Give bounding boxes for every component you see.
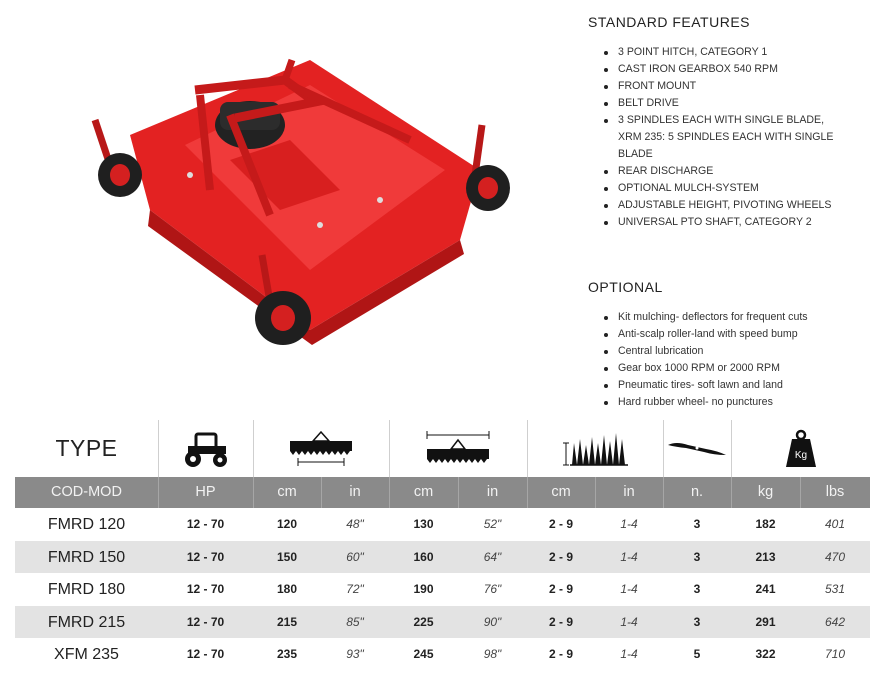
cell-ow-cm: 130: [413, 517, 434, 531]
cell-h-cm: 2 - 9: [548, 614, 573, 629]
feature-item: [602, 112, 878, 163]
feature-item-line: XRM 235: 5 SPINDLES EACH WITH SINGLE: [618, 131, 834, 143]
table-row: [15, 573, 870, 606]
spec-table: [15, 420, 870, 671]
header-hp: HP: [195, 484, 216, 500]
header-overall-width-cm: cm: [413, 484, 434, 500]
cell-cw-cm: 215: [276, 614, 298, 629]
feature-item-line: BLADE: [618, 148, 653, 160]
cell-cw-in: 93": [346, 647, 364, 662]
cell-lbs: 401: [824, 517, 846, 531]
cell-kg: 291: [755, 614, 776, 629]
cell-model: FMRD 215: [47, 613, 126, 631]
header-height-cm: cm: [551, 484, 571, 500]
feature-item: OPTIONAL MULCH-SYSTEM: [602, 180, 878, 197]
feature-item: ADJUSTABLE HEIGHT, PIVOTING WHEELS: [602, 197, 878, 214]
cell-cw-in: 60": [346, 549, 364, 564]
cell-ow-in: 64": [483, 549, 502, 564]
type-label: TYPE: [55, 435, 118, 461]
cell-lbs: 710: [824, 647, 846, 662]
feature-item: BELT DRIVE: [602, 95, 878, 112]
weight-icon: [731, 420, 870, 477]
standard-features-title: STANDARD FEATURES: [588, 14, 750, 30]
overall-width-icon: [389, 420, 527, 477]
cell-ow-in: 76": [483, 582, 502, 597]
tractor-icon: [158, 420, 253, 477]
header-cod-mod: COD-MOD: [51, 484, 122, 500]
cell-ow-cm: 190: [413, 582, 434, 597]
cell-cw-in: 85": [346, 614, 364, 629]
feature-item: REAR DISCHARGE: [602, 163, 878, 180]
cell-h-in: 1-4: [620, 647, 638, 662]
cell-kg: 322: [755, 647, 776, 662]
header-cutting-width-in: in: [349, 484, 361, 500]
header-height-in: in: [623, 484, 635, 500]
header-overall-width-in: in: [486, 484, 499, 500]
cell-cw-in: 72": [346, 582, 364, 597]
cell-model: FMRD 180: [47, 581, 126, 599]
type-cell: [15, 420, 158, 477]
cell-hp: 12 - 70: [186, 582, 225, 597]
cell-ow-cm: 225: [413, 614, 434, 629]
optional-item: Anti-scalp roller-land with speed bump: [602, 326, 878, 343]
cell-model: XFM 235: [54, 646, 119, 664]
cell-cw-cm: 120: [276, 517, 298, 531]
header-kg: kg: [757, 484, 774, 500]
weight-icon-label: Kg: [794, 449, 807, 461]
cell-h-cm: 2 - 9: [548, 517, 573, 531]
cell-kg: 182: [755, 517, 776, 531]
cell-h-cm: 2 - 9: [548, 549, 573, 564]
optional-item: Hard rubber wheel- no punctures: [602, 394, 878, 411]
optional-section: [588, 279, 878, 411]
feature-item: CAST IRON GEARBOX 540 RPM: [602, 61, 878, 78]
cell-ow-in: 52": [483, 517, 502, 531]
cell-blades: 3: [693, 549, 701, 564]
feature-item-line: 3 SPINDLES EACH WITH SINGLE BLADE,: [618, 114, 825, 126]
cell-cw-cm: 235: [276, 647, 298, 662]
header-cutting-width-cm: cm: [277, 484, 297, 500]
cell-ow-cm: 245: [413, 647, 434, 662]
icon-row: [15, 420, 870, 477]
feature-item: UNIVERSAL PTO SHAFT, CATEGORY 2: [602, 214, 878, 231]
cell-blades: 3: [693, 582, 701, 597]
cell-lbs: 642: [824, 614, 846, 629]
header-blades: n.: [690, 484, 704, 500]
cutting-width-icon: [253, 420, 389, 477]
optional-item: Kit mulching- deflectors for frequent cuts: [602, 309, 878, 326]
table-row: [15, 508, 870, 541]
cell-h-in: 1-4: [620, 517, 638, 531]
cell-h-in: 1-4: [620, 549, 638, 564]
header-lbs: lbs: [825, 484, 845, 500]
optional-title: OPTIONAL: [588, 279, 663, 295]
optional-item: Gear box 1000 RPM or 2000 RPM: [602, 360, 878, 377]
cell-lbs: 470: [824, 549, 846, 564]
standard-features-section: [588, 14, 878, 231]
cell-h-cm: 2 - 9: [548, 647, 573, 662]
cell-kg: 213: [755, 549, 776, 564]
optional-item: Pneumatic tires- soft lawn and land: [602, 377, 878, 394]
cell-blades: 3: [693, 517, 701, 531]
cell-cw-in: 48": [346, 517, 364, 531]
cell-hp: 12 - 70: [186, 614, 225, 629]
cell-model: FMRD 120: [47, 516, 126, 533]
cell-hp: 12 - 70: [186, 517, 225, 531]
cell-hp: 12 - 70: [186, 647, 225, 662]
blade-icon: [663, 420, 731, 477]
table-row: [15, 638, 870, 671]
optional-list: [588, 309, 878, 411]
cell-ow-in: 98": [483, 647, 502, 662]
cell-blades: 5: [693, 647, 701, 662]
optional-item: Central lubrication: [602, 343, 878, 360]
cell-lbs: 531: [824, 582, 846, 597]
cell-cw-cm: 150: [276, 549, 298, 564]
mower-product-image: [80, 40, 520, 360]
cell-h-cm: 2 - 9: [548, 582, 573, 597]
feature-item: 3 POINT HITCH, CATEGORY 1: [602, 44, 878, 61]
standard-features-list: [588, 44, 878, 231]
cell-cw-cm: 180: [276, 582, 298, 597]
cutting-height-icon: [527, 420, 663, 477]
cell-blades: 3: [693, 614, 701, 629]
cell-model: FMRD 150: [47, 548, 126, 566]
feature-item: FRONT MOUNT: [602, 78, 878, 95]
table-row: [15, 541, 870, 574]
table-row: [15, 606, 870, 639]
cell-hp: 12 - 70: [186, 549, 225, 564]
cell-kg: 241: [755, 582, 776, 597]
cell-h-in: 1-4: [620, 582, 638, 597]
cell-ow-cm: 160: [413, 549, 434, 564]
cell-h-in: 1-4: [620, 614, 638, 629]
cell-ow-in: 90": [483, 614, 502, 629]
table-header-row: [15, 477, 870, 508]
